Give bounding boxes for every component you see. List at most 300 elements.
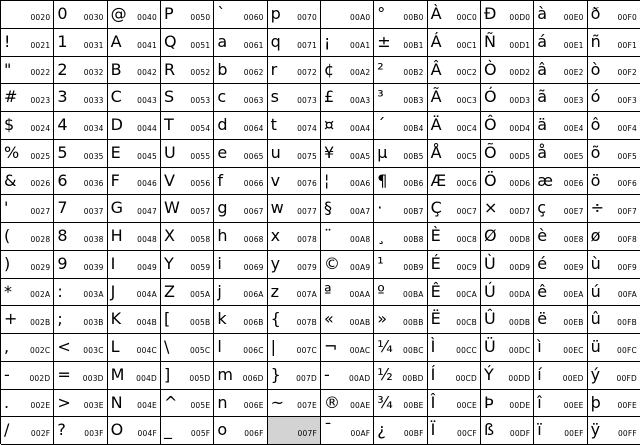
glyph-cell[interactable] xyxy=(321,195,374,223)
glyph-cell[interactable] xyxy=(268,57,321,85)
glyph-cell[interactable] xyxy=(428,362,481,390)
glyph-codepoint: 00A9 xyxy=(350,262,371,272)
glyph-codepoint: 00F2 xyxy=(617,68,637,78)
glyph-cell[interactable] xyxy=(481,29,534,57)
glyph-cell[interactable] xyxy=(481,140,534,168)
glyph-cell[interactable] xyxy=(428,84,481,112)
glyph-cell[interactable] xyxy=(1,251,54,279)
glyph-cell[interactable] xyxy=(534,334,587,362)
glyph-cell[interactable] xyxy=(534,84,587,112)
glyph-cell[interactable] xyxy=(161,223,214,251)
glyph-character: { xyxy=(270,309,281,329)
glyph-cell[interactable] xyxy=(214,279,267,307)
glyph-cell[interactable] xyxy=(54,334,107,362)
glyph-cell[interactable] xyxy=(374,140,427,168)
glyph-codepoint: 0064 xyxy=(243,123,264,133)
glyph-cell[interactable] xyxy=(1,168,54,196)
glyph-cell[interactable] xyxy=(321,29,374,57)
glyph-cell[interactable] xyxy=(268,251,321,279)
glyph-cell[interactable] xyxy=(108,112,161,140)
glyph-cell[interactable] xyxy=(54,279,107,307)
glyph-character: f xyxy=(217,170,223,190)
glyph-cell[interactable] xyxy=(481,1,534,29)
glyph-cell[interactable] xyxy=(588,279,640,307)
glyph-codepoint: 00ED xyxy=(562,373,584,383)
glyph-character: ÷ xyxy=(590,198,605,218)
glyph-codepoint: 00AB xyxy=(349,318,371,327)
glyph-cell[interactable] xyxy=(534,140,587,168)
glyph-cell[interactable] xyxy=(108,195,161,223)
glyph-cell[interactable] xyxy=(54,390,107,418)
glyph-cell[interactable] xyxy=(374,306,427,334)
glyph-cell[interactable] xyxy=(54,306,107,334)
glyph-cell[interactable] xyxy=(268,334,321,362)
glyph-cell[interactable] xyxy=(214,334,267,362)
glyph-character: \ xyxy=(163,337,170,356)
glyph-cell[interactable] xyxy=(214,417,267,445)
glyph-character: " xyxy=(4,59,12,79)
glyph-character: 6 xyxy=(57,170,68,190)
glyph-cell[interactable] xyxy=(214,251,267,279)
glyph-character: Ë xyxy=(430,309,441,329)
glyph-character: n xyxy=(217,392,228,412)
glyph-cell[interactable] xyxy=(1,29,54,57)
glyph-cell[interactable] xyxy=(321,140,374,168)
glyph-character: ¡ xyxy=(323,31,331,51)
glyph-cell[interactable] xyxy=(108,306,161,334)
glyph-cell[interactable] xyxy=(374,251,427,279)
glyph-cell[interactable] xyxy=(481,334,534,362)
glyph-cell[interactable] xyxy=(534,195,587,223)
glyph-cell[interactable] xyxy=(161,362,214,390)
glyph-cell[interactable] xyxy=(54,417,107,445)
glyph-character: ³ xyxy=(377,87,384,107)
glyph-cell[interactable] xyxy=(268,195,321,223)
glyph-cell[interactable] xyxy=(534,306,587,334)
glyph-character: 8 xyxy=(57,226,68,245)
glyph-cell[interactable] xyxy=(268,112,321,140)
glyph-codepoint: 00D9 xyxy=(509,262,531,272)
glyph-character: Ì xyxy=(430,337,436,356)
glyph-cell[interactable] xyxy=(374,223,427,251)
glyph-cell[interactable] xyxy=(54,223,107,251)
glyph-character: e xyxy=(217,142,228,162)
glyph-codepoint: 0063 xyxy=(243,96,264,105)
glyph-cell[interactable] xyxy=(161,140,214,168)
glyph-codepoint: 00A4 xyxy=(350,123,371,133)
glyph-character: ¥ xyxy=(323,142,335,162)
glyph-character: = xyxy=(57,364,71,384)
glyph-character: ± xyxy=(377,31,391,51)
glyph-codepoint: 0029 xyxy=(30,262,51,272)
glyph-codepoint: 0036 xyxy=(83,179,104,189)
glyph-cell[interactable] xyxy=(161,279,214,307)
glyph-cell[interactable] xyxy=(428,195,481,223)
glyph-cell[interactable] xyxy=(108,140,161,168)
glyph-character: R xyxy=(163,59,176,79)
glyph-codepoint: 00B9 xyxy=(403,262,424,272)
glyph-cell[interactable] xyxy=(428,417,481,445)
glyph-character: ¹ xyxy=(377,253,384,273)
glyph-cell[interactable] xyxy=(214,168,267,196)
glyph-codepoint: 004F xyxy=(137,429,157,438)
glyph-cell[interactable] xyxy=(428,57,481,85)
glyph-codepoint: 00C3 xyxy=(456,96,477,105)
glyph-character: × xyxy=(483,198,498,218)
glyph-cell[interactable] xyxy=(214,140,267,168)
glyph-cell[interactable] xyxy=(428,223,481,251)
glyph-cell[interactable] xyxy=(481,168,534,196)
glyph-character: ú xyxy=(590,281,601,301)
glyph-cell[interactable] xyxy=(1,195,54,223)
glyph-codepoint: 002A xyxy=(30,290,51,300)
glyph-cell[interactable] xyxy=(268,168,321,196)
glyph-cell[interactable] xyxy=(428,168,481,196)
glyph-cell[interactable] xyxy=(481,195,534,223)
glyph-cell[interactable] xyxy=(374,29,427,57)
glyph-codepoint: 00D4 xyxy=(509,123,531,133)
glyph-cell[interactable] xyxy=(214,362,267,390)
glyph-cell[interactable] xyxy=(321,390,374,418)
glyph-character: º xyxy=(377,281,385,301)
glyph-cell[interactable] xyxy=(214,1,267,29)
glyph-character: Ä xyxy=(430,115,442,134)
glyph-cell[interactable] xyxy=(321,223,374,251)
glyph-cell[interactable] xyxy=(428,112,481,140)
glyph-codepoint: 0023 xyxy=(30,96,51,105)
glyph-cell[interactable] xyxy=(428,334,481,362)
glyph-codepoint: 003A xyxy=(83,290,104,300)
glyph-character: . xyxy=(4,392,10,412)
glyph-cell[interactable] xyxy=(108,362,161,390)
glyph-codepoint: 00E3 xyxy=(563,96,584,105)
glyph-cell[interactable] xyxy=(481,84,534,112)
glyph-cell[interactable] xyxy=(108,223,161,251)
glyph-cell[interactable] xyxy=(588,1,640,29)
glyph-character: ì xyxy=(537,337,542,356)
glyph-codepoint: 00D1 xyxy=(509,40,531,50)
glyph-cell[interactable] xyxy=(534,362,587,390)
glyph-cell[interactable] xyxy=(428,1,481,29)
glyph-cell[interactable] xyxy=(428,306,481,334)
glyph-cell[interactable] xyxy=(54,251,107,279)
glyph-cell[interactable] xyxy=(321,362,374,390)
glyph-character: ] xyxy=(163,364,171,384)
glyph-cell[interactable] xyxy=(534,279,587,307)
glyph-cell[interactable] xyxy=(588,334,640,362)
glyph-cell[interactable] xyxy=(321,84,374,112)
glyph-character: ñ xyxy=(590,31,601,51)
glyph-cell[interactable] xyxy=(161,195,214,223)
glyph-cell[interactable] xyxy=(588,195,640,223)
glyph-cell[interactable] xyxy=(54,29,107,57)
glyph-cell[interactable] xyxy=(321,279,374,307)
glyph-cell[interactable] xyxy=(588,112,640,140)
glyph-character: Ú xyxy=(483,281,496,301)
glyph-cell[interactable] xyxy=(321,57,374,85)
glyph-cell[interactable] xyxy=(321,168,374,196)
glyph-codepoint: 0030 xyxy=(83,12,104,22)
glyph-cell[interactable] xyxy=(214,57,267,85)
glyph-character: ï xyxy=(537,420,542,440)
glyph-character: / xyxy=(4,420,10,440)
glyph-codepoint: 00A1 xyxy=(350,40,371,50)
glyph-cell[interactable] xyxy=(588,140,640,168)
glyph-codepoint: 0071 xyxy=(297,40,317,50)
glyph-codepoint: 003C xyxy=(83,345,104,355)
glyph-cell[interactable] xyxy=(268,1,321,29)
glyph-character: 4 xyxy=(57,115,68,134)
glyph-cell[interactable] xyxy=(1,362,54,390)
glyph-codepoint: 00E9 xyxy=(563,262,584,272)
glyph-cell[interactable] xyxy=(588,29,640,57)
glyph-codepoint: 0054 xyxy=(190,123,211,133)
glyph-cell[interactable] xyxy=(214,223,267,251)
glyph-codepoint: 00FE xyxy=(617,401,637,411)
glyph-character: m xyxy=(217,364,233,384)
glyph-cell[interactable] xyxy=(588,223,640,251)
glyph-cell[interactable] xyxy=(161,112,214,140)
glyph-character: ~ xyxy=(270,392,285,412)
glyph-cell[interactable] xyxy=(428,390,481,418)
glyph-cell[interactable] xyxy=(214,195,267,223)
glyph-cell[interactable] xyxy=(108,168,161,196)
glyph-cell[interactable] xyxy=(108,251,161,279)
glyph-cell[interactable] xyxy=(374,195,427,223)
glyph-codepoint: 0053 xyxy=(190,96,211,105)
glyph-character: J xyxy=(110,281,116,301)
glyph-codepoint: 00B0 xyxy=(403,12,424,22)
glyph-character: x xyxy=(270,226,281,245)
glyph-codepoint: 00B5 xyxy=(403,151,424,161)
glyph-codepoint: 0050 xyxy=(190,12,211,22)
glyph-character: h xyxy=(217,226,228,245)
glyph-cell[interactable] xyxy=(374,57,427,85)
glyph-cell[interactable] xyxy=(534,251,587,279)
glyph-codepoint: 00BD xyxy=(402,373,424,383)
glyph-character: Ò xyxy=(483,59,497,79)
glyph-codepoint: 0024 xyxy=(30,123,51,133)
glyph-cell[interactable] xyxy=(1,112,54,140)
glyph-codepoint: 006C xyxy=(243,345,264,355)
glyph-cell[interactable] xyxy=(374,334,427,362)
glyph-codepoint: 00CA xyxy=(456,290,477,300)
glyph-cell[interactable] xyxy=(214,390,267,418)
glyph-cell[interactable] xyxy=(268,29,321,57)
glyph-character: G xyxy=(110,198,124,218)
glyph-cell[interactable] xyxy=(534,390,587,418)
glyph-cell[interactable] xyxy=(1,334,54,362)
glyph-cell[interactable] xyxy=(1,279,54,307)
glyph-codepoint: 004A xyxy=(136,290,157,300)
glyph-cell[interactable] xyxy=(374,84,427,112)
glyph-cell[interactable] xyxy=(321,251,374,279)
glyph-character: ½ xyxy=(377,364,393,384)
glyph-cell[interactable] xyxy=(161,84,214,112)
glyph-cell[interactable] xyxy=(161,251,214,279)
glyph-cell[interactable] xyxy=(588,168,640,196)
glyph-character: & xyxy=(4,170,17,190)
glyph-cell[interactable] xyxy=(534,112,587,140)
glyph-character: ( xyxy=(4,226,11,245)
glyph-codepoint: 0020 xyxy=(30,12,51,22)
glyph-cell[interactable] xyxy=(588,417,640,445)
glyph-cell[interactable] xyxy=(374,390,427,418)
glyph-cell[interactable] xyxy=(481,362,534,390)
glyph-codepoint: 0068 xyxy=(243,234,264,244)
glyph-cell[interactable] xyxy=(481,112,534,140)
glyph-cell[interactable] xyxy=(321,112,374,140)
glyph-cell[interactable] xyxy=(54,1,107,29)
glyph-cell[interactable] xyxy=(268,279,321,307)
glyph-cell[interactable] xyxy=(588,390,640,418)
glyph-cell[interactable] xyxy=(481,390,534,418)
glyph-codepoint: 007A xyxy=(296,290,317,300)
glyph-cell[interactable] xyxy=(481,57,534,85)
glyph-cell[interactable] xyxy=(428,251,481,279)
glyph-character: , xyxy=(4,337,10,356)
glyph-character: d xyxy=(217,115,228,134)
glyph-codepoint: 00AC xyxy=(349,345,371,355)
glyph-cell[interactable] xyxy=(428,140,481,168)
glyph-codepoint: 007F xyxy=(297,429,317,438)
glyph-character: Ï xyxy=(430,420,436,440)
glyph-cell[interactable] xyxy=(321,1,374,29)
glyph-character: Ô xyxy=(483,115,497,134)
glyph-cell[interactable] xyxy=(1,1,54,29)
glyph-cell[interactable] xyxy=(108,390,161,418)
glyph-cell[interactable] xyxy=(321,334,374,362)
glyph-character: ` xyxy=(217,4,226,23)
glyph-cell[interactable] xyxy=(268,306,321,334)
glyph-cell[interactable] xyxy=(374,362,427,390)
glyph-codepoint: 0075 xyxy=(297,151,317,161)
glyph-cell[interactable] xyxy=(534,57,587,85)
glyph-character: Â xyxy=(430,59,442,79)
glyph-codepoint: 007E xyxy=(297,401,317,411)
glyph-cell[interactable] xyxy=(54,84,107,112)
glyph-cell[interactable] xyxy=(374,1,427,29)
glyph-cell[interactable] xyxy=(268,362,321,390)
glyph-cell[interactable] xyxy=(108,1,161,29)
glyph-cell[interactable] xyxy=(374,417,427,445)
glyph-cell[interactable] xyxy=(374,112,427,140)
glyph-codepoint: 0073 xyxy=(297,96,317,105)
glyph-cell[interactable] xyxy=(214,84,267,112)
glyph-cell[interactable] xyxy=(108,279,161,307)
glyph-character: ¶ xyxy=(377,170,388,190)
glyph-cell[interactable] xyxy=(161,57,214,85)
glyph-codepoint: 00E0 xyxy=(563,12,584,22)
glyph-cell[interactable] xyxy=(268,417,321,445)
glyph-cell[interactable] xyxy=(54,168,107,196)
glyph-codepoint: 00D5 xyxy=(509,151,531,161)
glyph-cell[interactable] xyxy=(268,84,321,112)
glyph-cell[interactable] xyxy=(161,168,214,196)
glyph-cell[interactable] xyxy=(1,417,54,445)
glyph-cell[interactable] xyxy=(54,140,107,168)
glyph-cell[interactable] xyxy=(54,362,107,390)
glyph-cell[interactable] xyxy=(534,417,587,445)
glyph-cell[interactable] xyxy=(268,223,321,251)
glyph-codepoint: 003F xyxy=(84,429,104,438)
glyph-cell[interactable] xyxy=(214,29,267,57)
glyph-cell[interactable] xyxy=(1,306,54,334)
glyph-character: - xyxy=(4,364,10,384)
glyph-cell[interactable] xyxy=(1,84,54,112)
glyph-cell[interactable] xyxy=(214,112,267,140)
glyph-cell[interactable] xyxy=(214,306,267,334)
glyph-cell[interactable] xyxy=(54,195,107,223)
glyph-character: ¤ xyxy=(323,115,335,134)
glyph-cell[interactable] xyxy=(481,223,534,251)
glyph-cell[interactable] xyxy=(588,84,640,112)
glyph-codepoint: 00C0 xyxy=(456,12,477,22)
glyph-codepoint: 00EF xyxy=(564,429,584,438)
glyph-cell[interactable] xyxy=(161,1,214,29)
glyph-cell[interactable] xyxy=(161,29,214,57)
glyph-cell[interactable] xyxy=(481,306,534,334)
glyph-cell[interactable] xyxy=(481,251,534,279)
glyph-cell[interactable] xyxy=(1,390,54,418)
glyph-cell[interactable] xyxy=(108,57,161,85)
glyph-cell[interactable] xyxy=(268,390,321,418)
glyph-cell[interactable] xyxy=(1,140,54,168)
glyph-cell[interactable] xyxy=(428,29,481,57)
glyph-cell[interactable] xyxy=(588,251,640,279)
glyph-cell[interactable] xyxy=(54,112,107,140)
glyph-cell[interactable] xyxy=(588,306,640,334)
glyph-character: M xyxy=(110,364,125,384)
glyph-cell[interactable] xyxy=(108,84,161,112)
glyph-cell[interactable] xyxy=(534,1,587,29)
glyph-cell[interactable] xyxy=(588,57,640,85)
glyph-codepoint: 00F5 xyxy=(617,151,637,161)
glyph-cell[interactable] xyxy=(268,140,321,168)
glyph-character: ¨ xyxy=(323,226,332,245)
glyph-cell[interactable] xyxy=(161,390,214,418)
glyph-character: Ç xyxy=(430,198,442,218)
glyph-cell[interactable] xyxy=(321,306,374,334)
glyph-cell[interactable] xyxy=(1,57,54,85)
glyph-cell[interactable] xyxy=(161,417,214,445)
glyph-cell[interactable] xyxy=(534,168,587,196)
glyph-cell[interactable] xyxy=(534,29,587,57)
glyph-cell[interactable] xyxy=(161,334,214,362)
glyph-cell[interactable] xyxy=(1,223,54,251)
glyph-cell[interactable] xyxy=(161,306,214,334)
glyph-cell[interactable] xyxy=(534,223,587,251)
glyph-cell[interactable] xyxy=(108,417,161,445)
glyph-codepoint: 006F xyxy=(244,429,264,438)
glyph-cell[interactable] xyxy=(428,279,481,307)
glyph-cell[interactable] xyxy=(108,29,161,57)
glyph-codepoint: 00CF xyxy=(457,429,477,438)
glyph-cell[interactable] xyxy=(108,334,161,362)
glyph-codepoint: 0049 xyxy=(137,262,157,272)
glyph-codepoint: 00DA xyxy=(509,290,531,300)
glyph-cell[interactable] xyxy=(481,279,534,307)
glyph-character: Õ xyxy=(483,142,497,162)
glyph-codepoint: 00A0 xyxy=(350,12,371,22)
glyph-cell[interactable] xyxy=(481,417,534,445)
glyph-cell[interactable] xyxy=(374,279,427,307)
glyph-codepoint: 0052 xyxy=(190,68,211,78)
glyph-cell[interactable] xyxy=(54,57,107,85)
glyph-cell[interactable] xyxy=(588,362,640,390)
glyph-cell[interactable] xyxy=(321,417,374,445)
glyph-cell[interactable] xyxy=(374,168,427,196)
